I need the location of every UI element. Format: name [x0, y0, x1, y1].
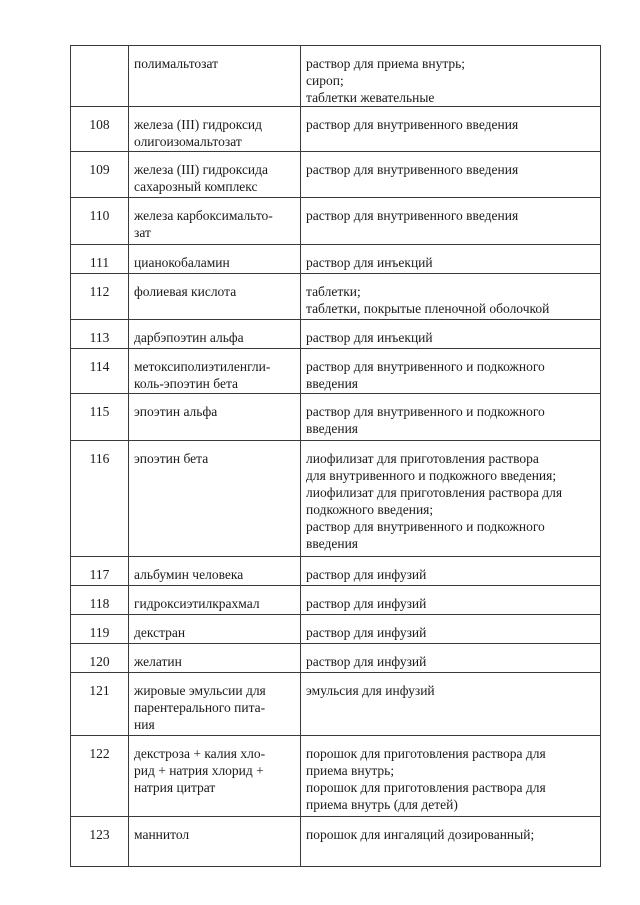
drug-name-line: парентерального пита-	[134, 700, 266, 715]
drug-name-line: гидроксиэтилкрахмал	[134, 596, 260, 611]
drug-name-cell	[129, 198, 301, 245]
dosage-form-cell	[301, 274, 601, 320]
dosage-form-line: подкожного введения;	[306, 502, 434, 517]
row-number: 110	[71, 198, 129, 245]
drug-name-cell	[129, 817, 301, 867]
drug-name-cell	[129, 586, 301, 615]
table-row	[71, 394, 601, 441]
dosage-form-cell	[301, 644, 601, 673]
drug-name-cell	[129, 46, 301, 107]
dosage-form-cell	[301, 557, 601, 586]
row-number: 116	[71, 441, 129, 557]
dosage-form-cell	[301, 673, 601, 736]
drug-name-line: рид + натрия хлорид +	[134, 763, 264, 778]
dosage-form-line: порошок для приготовления раствора для	[306, 746, 546, 761]
dosage-form-line: приема внутрь;	[306, 763, 395, 778]
table-row	[71, 673, 601, 736]
drug-name-line: жировые эмульсии для	[134, 683, 266, 698]
drug-name-cell	[129, 394, 301, 441]
table-row	[71, 441, 601, 557]
drug-name-cell	[129, 441, 301, 557]
table-row	[71, 615, 601, 644]
dosage-form-line: эмульсия для инфузий	[306, 683, 435, 698]
drug-name-line: эпоэтин альфа	[134, 404, 218, 419]
drug-name-line: дарбэпоэтин альфа	[134, 330, 244, 345]
row-number: 114	[71, 349, 129, 394]
table-row	[71, 274, 601, 320]
row-number: 123	[71, 817, 129, 867]
dosage-form-cell	[301, 46, 601, 107]
dosage-form-line: раствор для приема внутрь;	[306, 56, 466, 71]
drug-name-line: цианокобаламин	[134, 255, 230, 270]
dosage-form-line: раствор для внутривенного и подкожного	[306, 519, 545, 534]
dosage-form-line: введения	[306, 421, 359, 436]
drug-name-line: олигоизомальтозат	[134, 134, 242, 149]
drug-name-cell	[129, 349, 301, 394]
dosage-form-line: раствор для инъекций	[306, 255, 433, 270]
dosage-form-line: раствор для инфузий	[306, 596, 427, 611]
dosage-form-line: введения	[306, 376, 359, 391]
dosage-form-line: раствор для внутривенного и подкожного	[306, 404, 545, 419]
table-row	[71, 320, 601, 349]
dosage-form-line: раствор для инъекций	[306, 330, 433, 345]
dosage-form-line: порошок для приготовления раствора для	[306, 780, 546, 795]
drug-name-cell	[129, 557, 301, 586]
dosage-form-line: для внутривенного и подкожного введения;	[306, 468, 557, 483]
table-row	[71, 349, 601, 394]
dosage-form-line: раствор для внутривенного и подкожного	[306, 359, 545, 374]
row-number: 108	[71, 107, 129, 152]
row-number: 121	[71, 673, 129, 736]
table-row	[71, 46, 601, 107]
table-row	[71, 817, 601, 867]
dosage-form-line: порошок для ингаляций дозированный;	[306, 827, 535, 842]
drug-name-cell	[129, 245, 301, 274]
dosage-form-line: введения	[306, 536, 359, 551]
dosage-form-cell	[301, 615, 601, 644]
table-body	[71, 46, 601, 867]
dosage-form-line: приема внутрь (для детей)	[306, 797, 458, 812]
drug-name-line: сахарозный комплекс	[134, 179, 258, 194]
dosage-form-line: таблетки, покрытые пленочной оболочкой	[306, 301, 550, 316]
row-number: 118	[71, 586, 129, 615]
drug-name-line: маннитол	[134, 827, 190, 842]
dosage-form-cell	[301, 736, 601, 817]
drug-name-line: железа (III) гидроксид	[134, 117, 263, 132]
dosage-form-cell	[301, 198, 601, 245]
dosage-form-line: лиофилизат для приготовления раствора	[306, 451, 539, 466]
dosage-form-line: лиофилизат для приготовления раствора для	[306, 485, 563, 500]
drug-table	[70, 45, 601, 867]
dosage-form-line: раствор для инфузий	[306, 567, 427, 582]
dosage-form-cell	[301, 441, 601, 557]
drug-name-line: альбумин человека	[134, 567, 244, 582]
row-number: 122	[71, 736, 129, 817]
dosage-form-line: раствор для внутривенного введения	[306, 162, 519, 177]
dosage-form-line: раствор для инфузий	[306, 625, 427, 640]
row-number	[71, 46, 129, 107]
drug-name-cell	[129, 274, 301, 320]
dosage-form-line: сироп;	[306, 73, 344, 88]
table-row	[71, 245, 601, 274]
row-number: 109	[71, 152, 129, 198]
row-number: 113	[71, 320, 129, 349]
row-number: 119	[71, 615, 129, 644]
table-row	[71, 586, 601, 615]
row-number: 112	[71, 274, 129, 320]
drug-name-line: железа карбоксимальто-	[134, 208, 273, 223]
row-number: 117	[71, 557, 129, 586]
drug-name-cell	[129, 320, 301, 349]
row-number: 115	[71, 394, 129, 441]
drug-name-line: ния	[134, 717, 155, 732]
dosage-form-line: раствор для внутривенного введения	[306, 117, 519, 132]
drug-name-line: зат	[134, 225, 151, 240]
table-row	[71, 198, 601, 245]
drug-name-cell	[129, 736, 301, 817]
drug-name-line: коль-эпоэтин бета	[134, 376, 239, 391]
dosage-form-line: таблетки жевательные	[306, 90, 435, 105]
table-row	[71, 644, 601, 673]
drug-name-line: декстран	[134, 625, 186, 640]
table-row	[71, 107, 601, 152]
dosage-form-cell	[301, 107, 601, 152]
dosage-form-cell	[301, 320, 601, 349]
drug-name-cell	[129, 673, 301, 736]
dosage-form-cell	[301, 152, 601, 198]
row-number: 111	[71, 245, 129, 274]
drug-name-line: фолиевая кислота	[134, 284, 237, 299]
drug-name-line: железа (III) гидроксида	[134, 162, 269, 177]
drug-name-cell	[129, 644, 301, 673]
drug-name-line: метоксиполиэтиленгли-	[134, 359, 271, 374]
dosage-form-cell	[301, 817, 601, 867]
row-number: 120	[71, 644, 129, 673]
dosage-form-cell	[301, 394, 601, 441]
drug-name-line: натрия цитрат	[134, 780, 216, 795]
dosage-form-line: раствор для внутривенного введения	[306, 208, 519, 223]
dosage-form-cell	[301, 349, 601, 394]
drug-name-line: декстроза + калия хло-	[134, 746, 266, 761]
table-row	[71, 736, 601, 817]
dosage-form-line: раствор для инфузий	[306, 654, 427, 669]
dosage-form-line: таблетки;	[306, 284, 361, 299]
drug-name-cell	[129, 152, 301, 198]
drug-name-cell	[129, 615, 301, 644]
table-row	[71, 152, 601, 198]
dosage-form-cell	[301, 586, 601, 615]
table-row	[71, 557, 601, 586]
drug-name-cell	[129, 107, 301, 152]
drug-name-line: полимальтозат	[134, 56, 219, 71]
drug-name-line: желатин	[134, 654, 182, 669]
dosage-form-cell	[301, 245, 601, 274]
drug-name-line: эпоэтин бета	[134, 451, 209, 466]
